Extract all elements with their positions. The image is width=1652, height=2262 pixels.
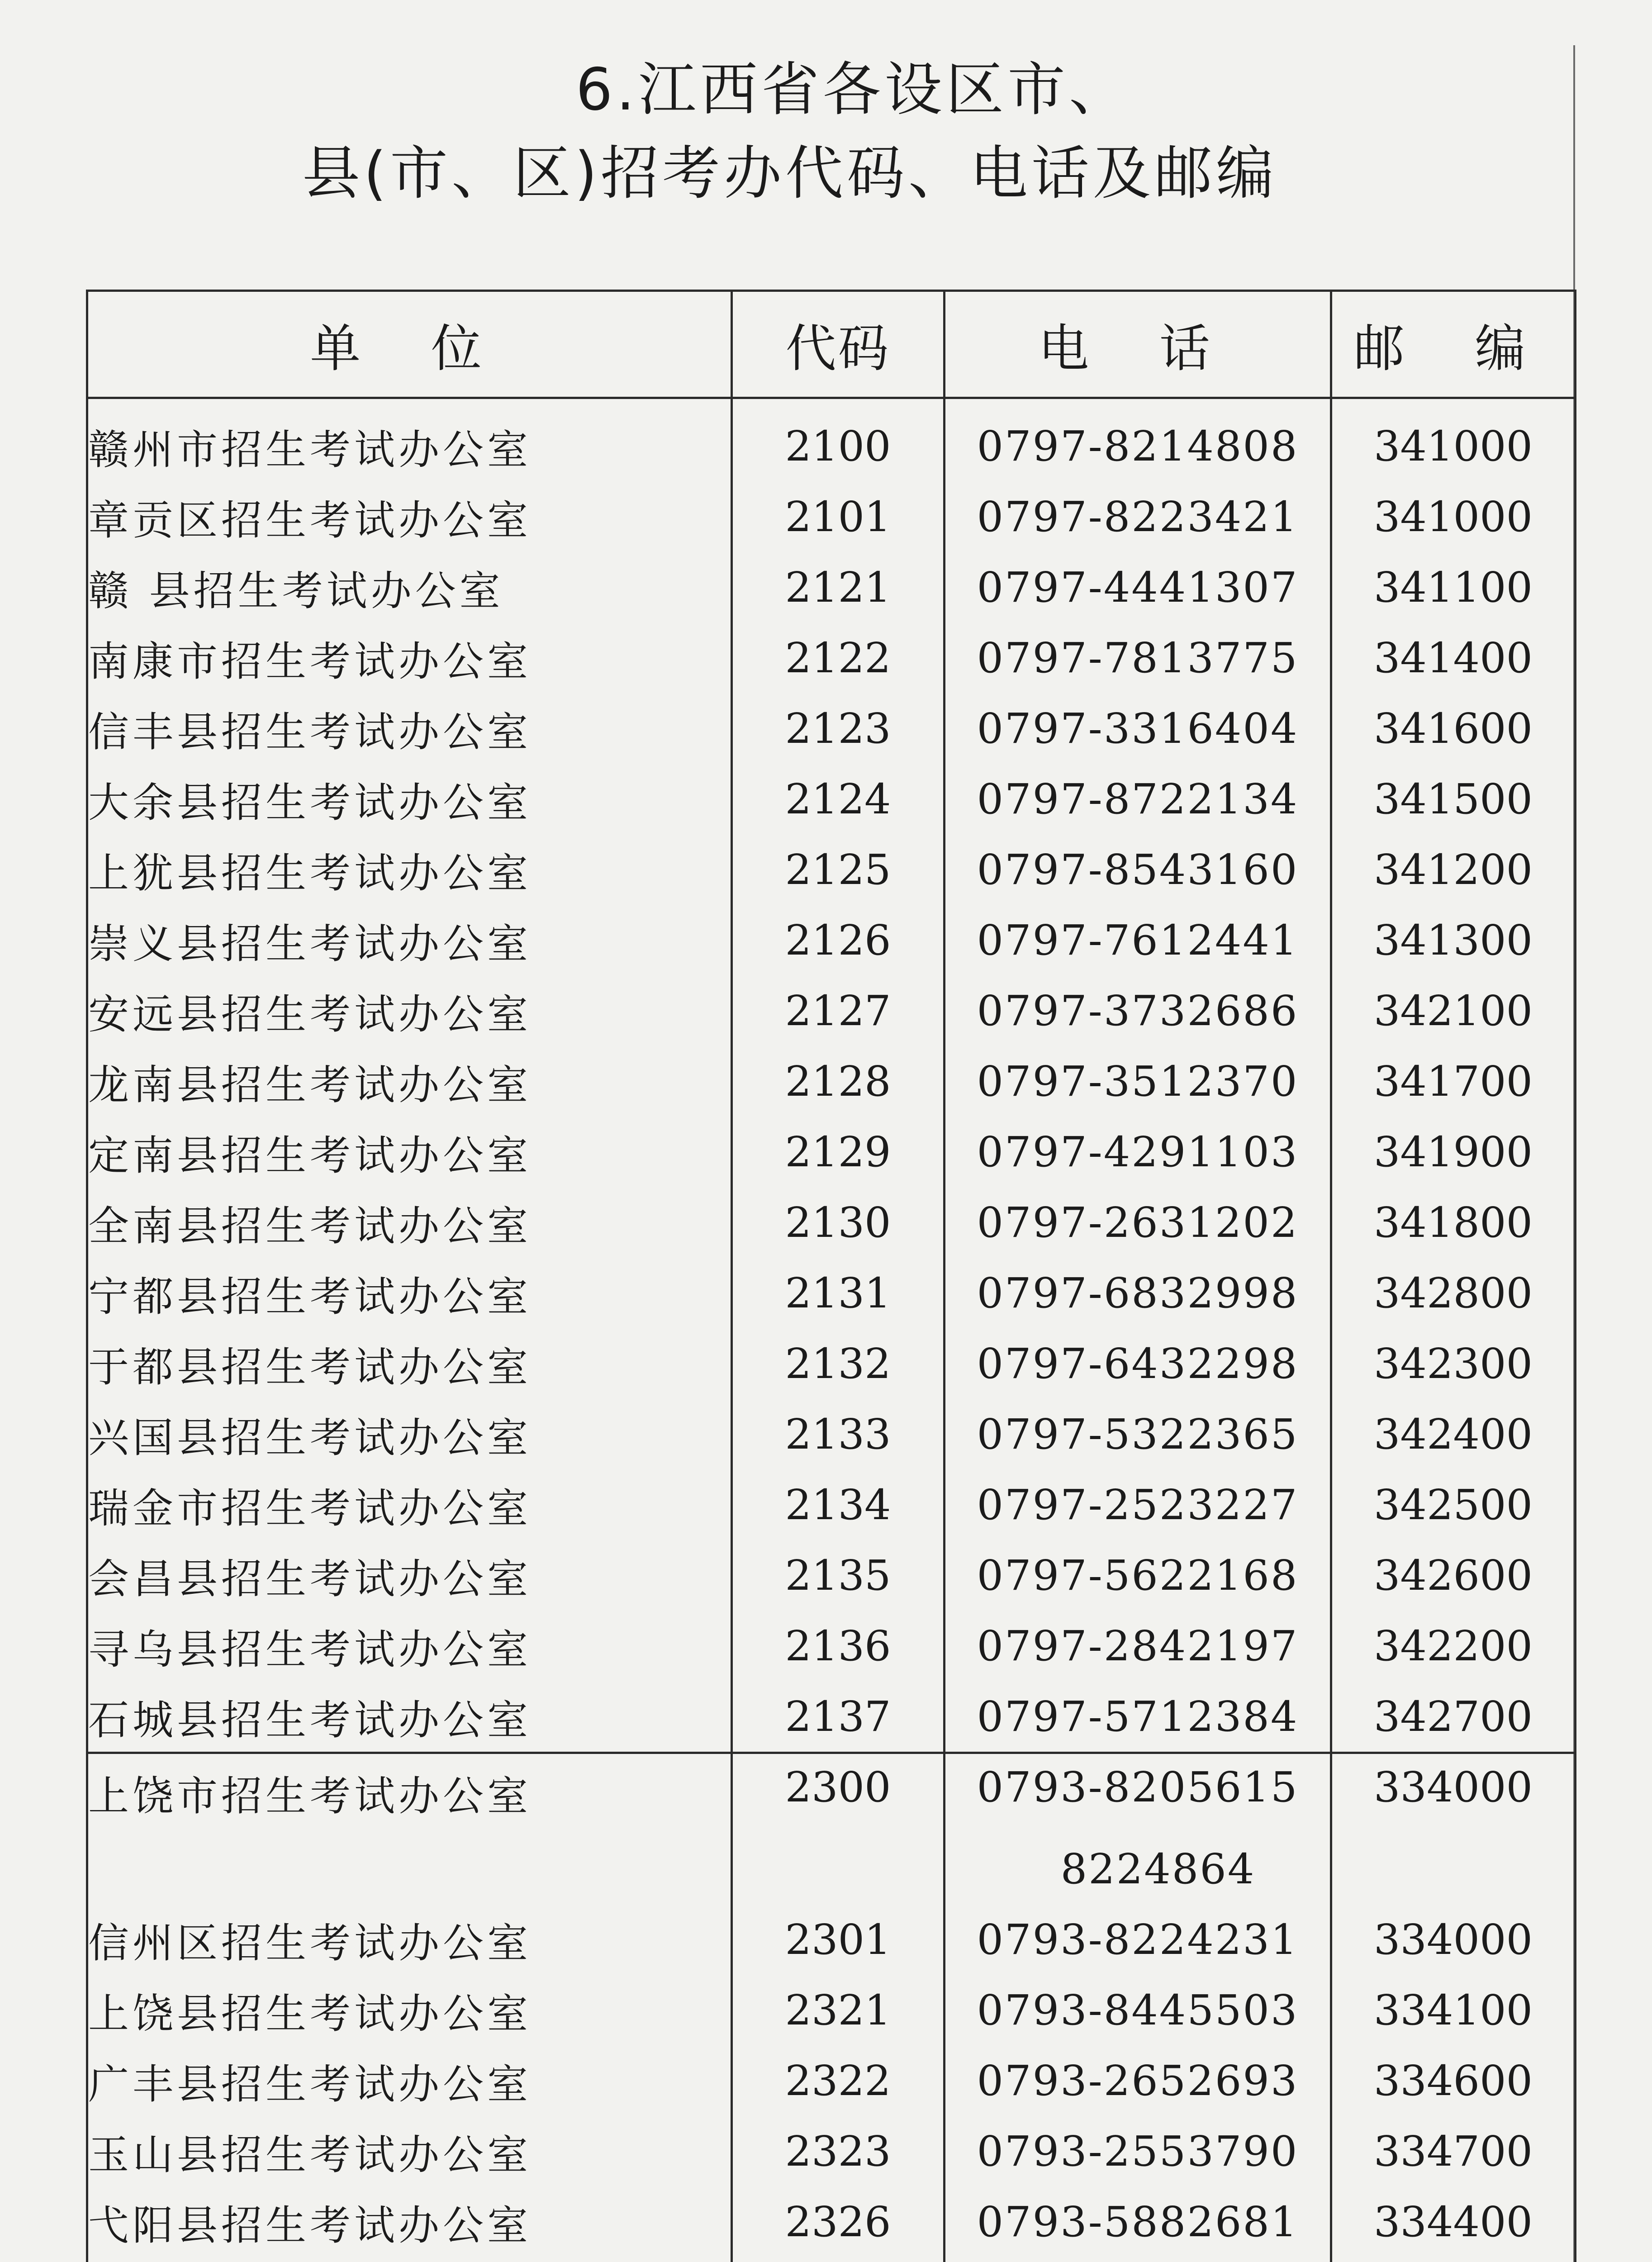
cell-phone: 0797-3512370	[945, 1046, 1331, 1117]
cell-code: 2131	[732, 1258, 945, 1328]
table-row	[87, 975, 1576, 1046]
cell-code: 2127	[732, 975, 945, 1046]
cell-unit: 安远县招生考试办公室	[87, 975, 732, 1046]
cell-phone: 0797-8223421	[945, 481, 1331, 552]
cell-unit: 崇义县招生考试办公室	[87, 905, 732, 975]
cell-postcode: 334400	[1331, 2186, 1576, 2257]
cell-postcode: 342400	[1331, 1399, 1576, 1469]
table-row	[87, 834, 1576, 905]
cell-postcode: 334100	[1331, 1975, 1576, 2045]
cell-postcode: 342200	[1331, 1611, 1576, 1681]
table-row	[87, 623, 1576, 693]
cell-unit: 定南县招生考试办公室	[87, 1117, 732, 1187]
table-body	[87, 398, 1576, 2262]
cell-postcode: 341800	[1331, 1187, 1576, 1258]
cell-unit: 龙南县招生考试办公室	[87, 1046, 732, 1117]
cell-unit: 宁都县招生考试办公室	[87, 1258, 732, 1328]
cell-code: 2128	[732, 1046, 945, 1117]
cell-phone: 0797-7612441	[945, 905, 1331, 975]
table-row	[87, 1753, 1576, 1834]
cell-code: 2129	[732, 1117, 945, 1187]
cell-unit-empty	[87, 1834, 732, 1904]
cell-phone: 0797-8214808	[945, 398, 1331, 482]
cell-phone: 0793-2652693	[945, 2045, 1331, 2116]
cell-phone: 0797-5712384	[945, 1681, 1331, 1753]
cell-code: 2100	[732, 398, 945, 482]
cell-phone: 0797-7813775	[945, 623, 1331, 693]
table-row	[87, 552, 1576, 623]
cell-code: 2101	[732, 481, 945, 552]
header-postcode: 邮 编	[1331, 291, 1576, 398]
cell-phone: 0793-8205615	[945, 1753, 1331, 1834]
cell-code: 2132	[732, 1328, 945, 1399]
table-row	[87, 2116, 1576, 2186]
table-row	[87, 1681, 1576, 1753]
cell-unit: 上饶市招生考试办公室	[87, 1753, 732, 1834]
table-row	[87, 764, 1576, 834]
cell-code: 2124	[732, 764, 945, 834]
cell-code: 2125	[732, 834, 945, 905]
cell-phone: 0797-4291103	[945, 1117, 1331, 1187]
table-row	[87, 1258, 1576, 1328]
cell-postcode: 341000	[1331, 481, 1576, 552]
cell-unit: 上犹县招生考试办公室	[87, 834, 732, 905]
page-title-line2: 县(市、区)招考办代码、电话及邮编	[302, 140, 1277, 207]
cell-postcode: 334700	[1331, 2116, 1576, 2186]
cell-code: 2135	[732, 1540, 945, 1611]
cell-unit: 石城县招生考试办公室	[87, 1681, 732, 1753]
cell-postcode: 341000	[1331, 398, 1576, 482]
table-header-row	[87, 291, 1576, 398]
cell-unit: 信州区招生考试办公室	[87, 1904, 732, 1975]
table-row	[87, 1611, 1576, 1681]
exam-office-table	[86, 290, 1576, 2262]
cell-postcode: 334600	[1331, 2045, 1576, 2116]
table-row	[87, 1328, 1576, 1399]
header-phone: 电 话	[945, 291, 1331, 398]
cell-code: 2300	[732, 1753, 945, 1834]
cell-phone-second: 8224864	[945, 1834, 1331, 1904]
header-code: 代码	[732, 291, 945, 398]
table-row	[87, 905, 1576, 975]
cell-postcode: 341300	[1331, 905, 1576, 975]
table-row	[87, 1975, 1576, 2045]
cell-unit: 寻乌县招生考试办公室	[87, 1611, 732, 1681]
cell-phone: 0797-8543160	[945, 834, 1331, 905]
cell-phone: 0797-6432298	[945, 1328, 1331, 1399]
table-row-continuation	[87, 1834, 1576, 1904]
cell-code: 2134	[732, 1469, 945, 1540]
cell-unit: 瑞金市招生考试办公室	[87, 1469, 732, 1540]
cell-postcode: 341900	[1331, 1117, 1576, 1187]
cell-phone: 0793-8445503	[945, 1975, 1331, 2045]
cell-phone: 0797-5322365	[945, 1399, 1331, 1469]
cell-unit: 南康市招生考试办公室	[87, 623, 732, 693]
cell-unit: 弋阳县招生考试办公室	[87, 2186, 732, 2257]
cell-phone: 0797-5622168	[945, 1540, 1331, 1611]
cell-postcode	[1331, 2257, 1576, 2262]
cell-unit: 广丰县招生考试办公室	[87, 2045, 732, 2116]
cell-unit: 玉山县招生考试办公室	[87, 2116, 732, 2186]
cell-phone: 0797-3316404	[945, 693, 1331, 764]
cell-phone: 0793-8224231	[945, 1904, 1331, 1975]
cell-postcode: 341500	[1331, 764, 1576, 834]
cell-postcode: 342300	[1331, 1328, 1576, 1399]
cell-code: 2322	[732, 2045, 945, 2116]
cell-code: 2123	[732, 693, 945, 764]
cell-code: 2126	[732, 905, 945, 975]
cell-unit: 于都县招生考试办公室	[87, 1328, 732, 1399]
cell-postcode: 341600	[1331, 693, 1576, 764]
table-row	[87, 693, 1576, 764]
cell-phone: 0797-6832998	[945, 1258, 1331, 1328]
cell-postcode: 341200	[1331, 834, 1576, 905]
cell-postcode: 341100	[1331, 552, 1576, 623]
cell-unit: 章贡区招生考试办公室	[87, 481, 732, 552]
table-row	[87, 2045, 1576, 2116]
cell-code-empty	[732, 1834, 945, 1904]
cell-code: 2326	[732, 2186, 945, 2257]
cell-code: 2133	[732, 1399, 945, 1469]
cell-phone: 0797-2523227	[945, 1469, 1331, 1540]
cell-postcode: 342700	[1331, 1681, 1576, 1753]
table-row	[87, 1399, 1576, 1469]
cell-postcode: 341700	[1331, 1046, 1576, 1117]
cell-code: 2122	[732, 623, 945, 693]
cell-postcode: 334000	[1331, 1904, 1576, 1975]
cell-postcode: 342800	[1331, 1258, 1576, 1328]
table-row	[87, 1904, 1576, 1975]
cell-code: 2121	[732, 552, 945, 623]
cell-postcode: 341400	[1331, 623, 1576, 693]
table-row	[87, 1540, 1576, 1611]
cell-unit: 信丰县招生考试办公室	[87, 693, 732, 764]
cell-postcode: 342600	[1331, 1540, 1576, 1611]
cell-phone: 0797-4441307	[945, 552, 1331, 623]
cell-phone: 0797-3732686	[945, 975, 1331, 1046]
table-row	[87, 1469, 1576, 1540]
cell-unit: 会昌县招生考试办公室	[87, 1540, 732, 1611]
cell-phone: 0793-2553790	[945, 2116, 1331, 2186]
page-title-line1: 6.江西省各设区市、	[575, 56, 1131, 124]
cell-postcode-empty	[1331, 1834, 1576, 1904]
table-row	[87, 481, 1576, 552]
cell-code: 2301	[732, 1904, 945, 1975]
table-row	[87, 2257, 1576, 2262]
cell-unit: 赣 县招生考试办公室	[87, 552, 732, 623]
table-row	[87, 2186, 1576, 2257]
cell-code: 2137	[732, 1681, 945, 1753]
cell-postcode: 334000	[1331, 1753, 1576, 1834]
cell-phone: 0797-2842197	[945, 1611, 1331, 1681]
cell-unit: 大余县招生考试办公室	[87, 764, 732, 834]
cell-unit: 上饶县招生考试办公室	[87, 1975, 732, 2045]
cell-phone: 0797-2631202	[945, 1187, 1331, 1258]
cell-code: 2136	[732, 1611, 945, 1681]
cell-phone	[945, 2257, 1331, 2262]
cell-phone: 0793-5882681	[945, 2186, 1331, 2257]
cell-postcode: 342100	[1331, 975, 1576, 1046]
table-row	[87, 1187, 1576, 1258]
cell-unit: 赣州市招生考试办公室	[87, 398, 732, 482]
cell-unit	[87, 2257, 732, 2262]
header-unit: 单 位	[87, 291, 732, 398]
cell-code: 2323	[732, 2116, 945, 2186]
cell-postcode: 342500	[1331, 1469, 1576, 1540]
cell-unit: 全南县招生考试办公室	[87, 1187, 732, 1258]
table-row	[87, 1046, 1576, 1117]
cell-code	[732, 2257, 945, 2262]
cell-unit: 兴国县招生考试办公室	[87, 1399, 732, 1469]
cell-phone: 0797-8722134	[945, 764, 1331, 834]
cell-code: 2321	[732, 1975, 945, 2045]
table-row	[87, 1117, 1576, 1187]
cell-code: 2130	[732, 1187, 945, 1258]
table-row	[87, 398, 1576, 482]
